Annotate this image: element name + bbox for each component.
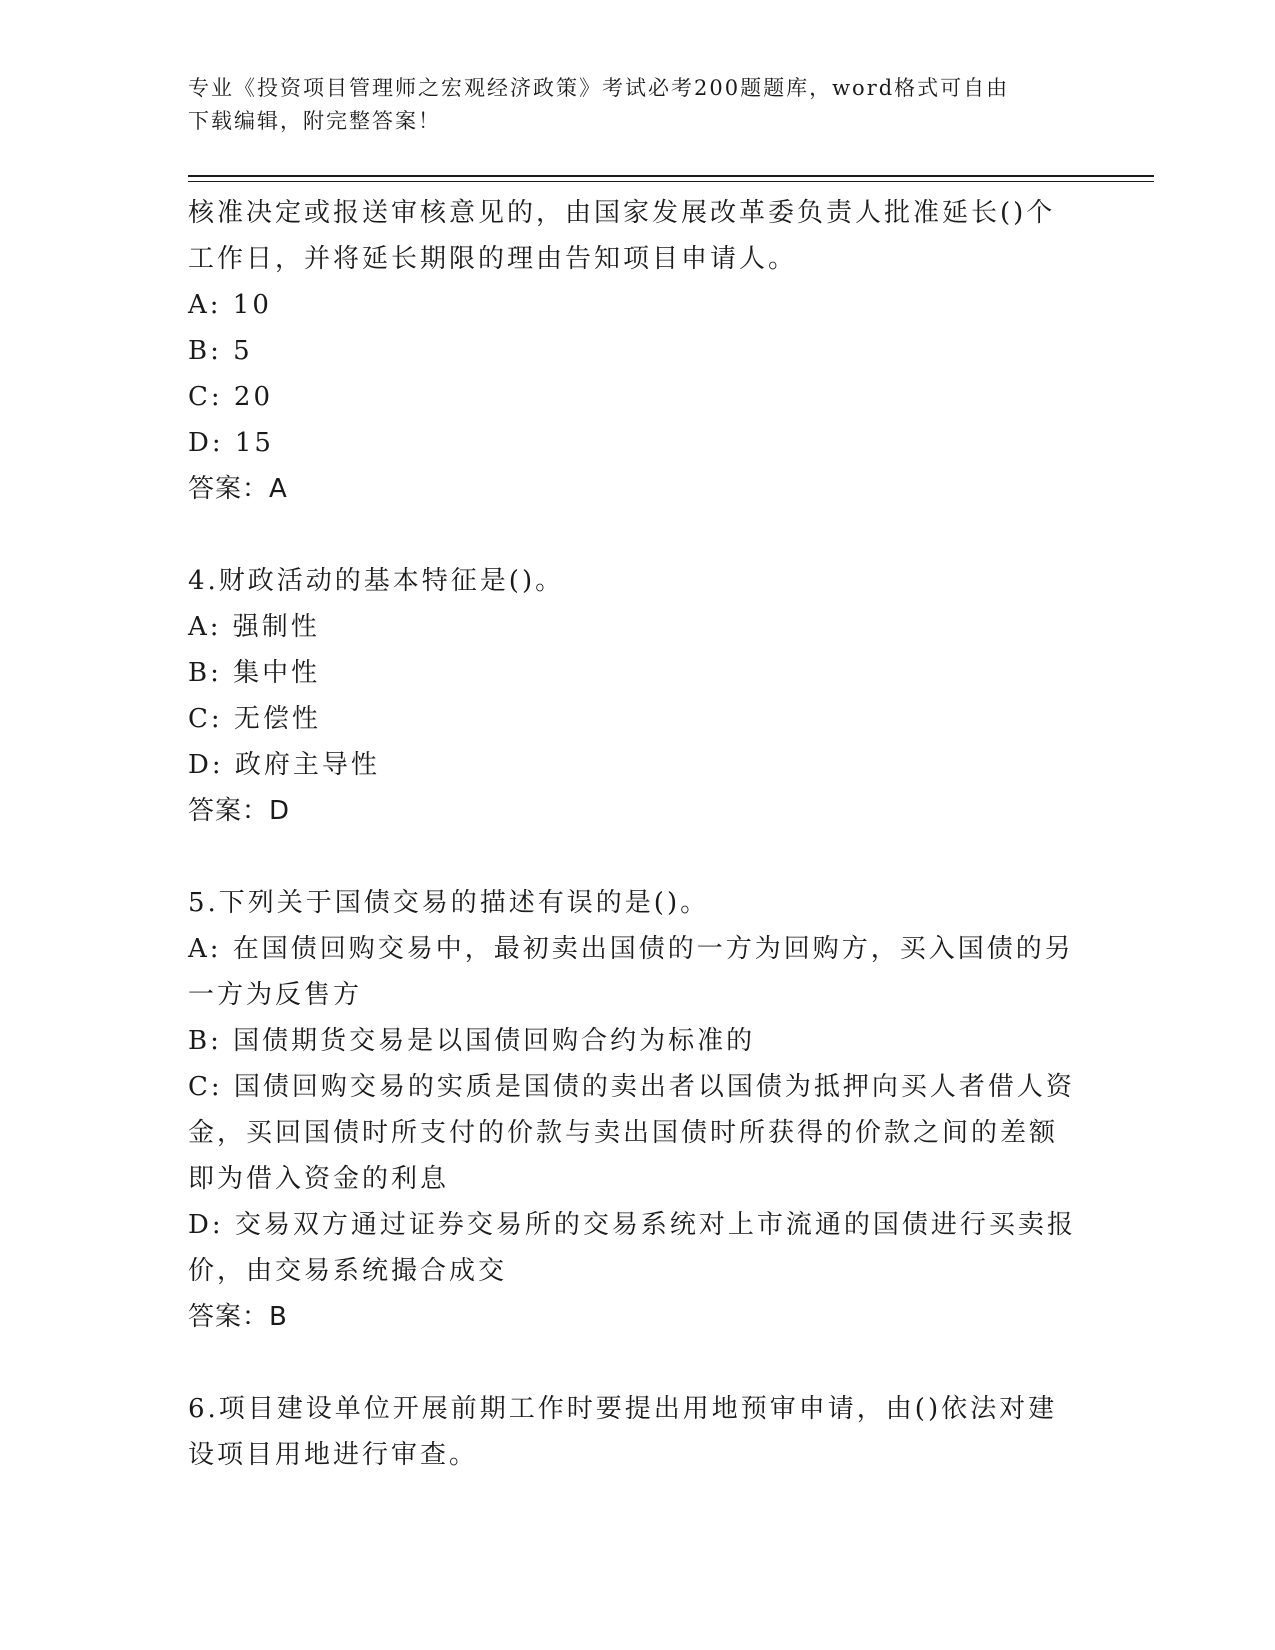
question-stem: 设项目用地进行审查。 [188, 1440, 479, 1470]
header-rule-thin [188, 181, 1154, 182]
question-item [188, 190, 1088, 512]
question-stem: 6.项目建设单位开展前期工作时要提出用地预审申请，由()依法对建 [188, 1394, 1058, 1424]
option-d-continued: 价，由交易系统撮合成交 [188, 1256, 508, 1286]
option-c-continued: 即为借入资金的利息 [188, 1164, 450, 1194]
question-stem: 核准决定或报送审核意见的，由国家发展改革委负责人批准延长()个 [188, 198, 1056, 228]
header-title-line-1: 专业《投资项目管理师之宏观经济政策》考试必考200题题库，word格式可自由 [188, 76, 1010, 100]
option-a-continued: 一方为反售方 [188, 980, 363, 1010]
answer-label: 答案：B [188, 1302, 288, 1332]
question-item [188, 880, 1088, 1340]
question-item [188, 558, 1088, 834]
option-b: B: 集中性 [188, 658, 321, 688]
option-b: B: 5 [188, 336, 253, 366]
question-list [188, 190, 1088, 1478]
question-stem: 工作日，并将延长期限的理由告知项目申请人。 [188, 244, 798, 274]
option-a: A: 在国债回购交易中，最初卖出国债的一方为回购方，买入国债的另 [188, 934, 1074, 964]
option-b: B: 国债期货交易是以国债回购合约为标准的 [188, 1026, 756, 1056]
document-header [188, 72, 1088, 138]
answer-label: 答案：A [188, 474, 288, 504]
option-c-continued: 金，买回国债时所支付的价款与卖出国债时所获得的价款之间的差额 [188, 1118, 1059, 1148]
option-d: D: 政府主导性 [188, 750, 380, 780]
option-c: C: 20 [188, 382, 274, 412]
option-d: D: 交易双方通过证券交易所的交易系统对上市流通的国债进行买卖报 [188, 1210, 1076, 1240]
option-c: C: 国债回购交易的实质是国债的卖出者以国债为抵押向买人者借人资 [188, 1072, 1075, 1102]
question-item [188, 1386, 1088, 1478]
option-a: A: 10 [188, 290, 272, 320]
option-d: D: 15 [188, 428, 274, 458]
answer-label: 答案：D [188, 796, 291, 826]
header-title-line-2: 下载编辑，附完整答案！ [188, 109, 441, 133]
option-c: C: 无偿性 [188, 704, 321, 734]
header-rule-thick [188, 175, 1154, 177]
question-stem: 5.下列关于国债交易的描述有误的是()。 [188, 888, 710, 918]
question-stem: 4.财政活动的基本特征是()。 [188, 566, 565, 596]
option-a: A: 强制性 [188, 612, 320, 642]
